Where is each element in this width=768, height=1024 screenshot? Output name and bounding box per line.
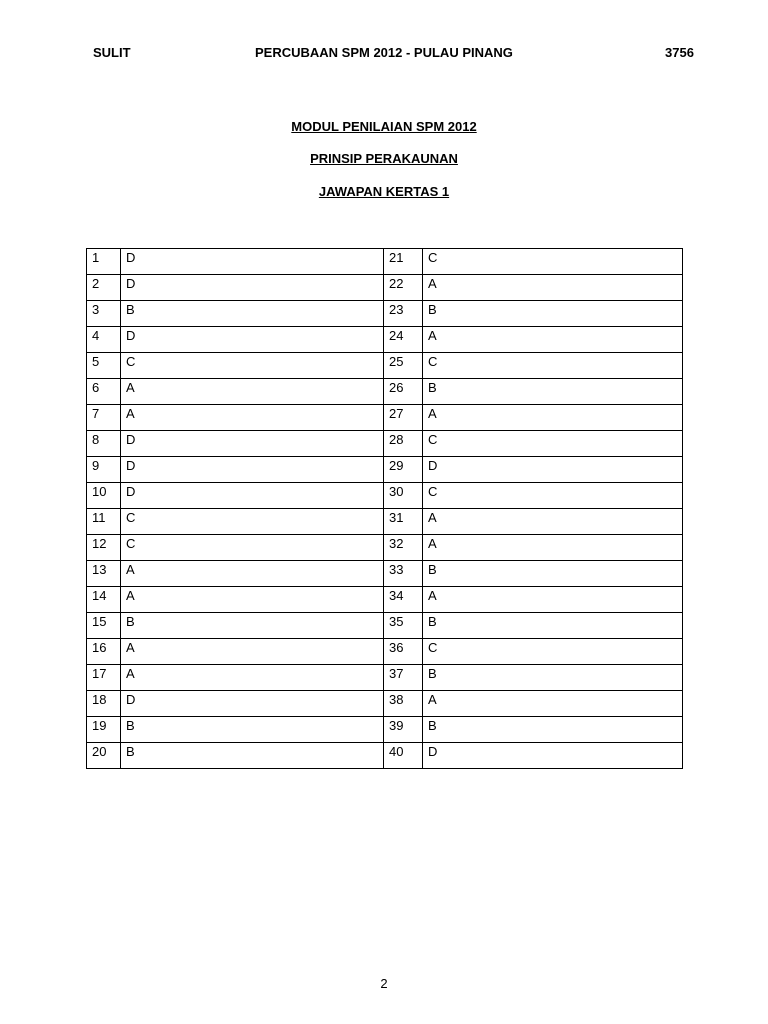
question-number-cell: 10 [87, 483, 121, 509]
question-number-cell: 23 [384, 301, 423, 327]
table-row [87, 665, 683, 691]
answer-key-title: JAWAPAN KERTAS 1 [318, 184, 450, 199]
answer-cell: C [423, 431, 683, 457]
answer-cell: A [121, 405, 384, 431]
question-number-cell: 21 [384, 249, 423, 275]
table-row [87, 717, 683, 743]
question-number-cell: 9 [87, 457, 121, 483]
question-number-cell: 6 [87, 379, 121, 405]
question-number-cell: 5 [87, 353, 121, 379]
table-row [87, 301, 683, 327]
table-row [87, 483, 683, 509]
answer-cell: A [423, 691, 683, 717]
question-number-cell: 12 [87, 535, 121, 561]
question-number-cell: 27 [384, 405, 423, 431]
question-number-cell: 1 [87, 249, 121, 275]
answer-cell: A [121, 639, 384, 665]
question-number-cell: 24 [384, 327, 423, 353]
table-row [87, 561, 683, 587]
table-row [87, 509, 683, 535]
answer-cell: A [423, 587, 683, 613]
question-number-cell: 28 [384, 431, 423, 457]
answer-cell: A [423, 509, 683, 535]
answer-cell: D [423, 457, 683, 483]
answer-cell: B [121, 613, 384, 639]
answer-cell: A [121, 587, 384, 613]
answer-cell: D [121, 431, 384, 457]
question-number-cell: 20 [87, 743, 121, 769]
table-row [87, 613, 683, 639]
question-number-cell: 11 [87, 509, 121, 535]
table-row [87, 535, 683, 561]
header-exam-title: PERCUBAAN SPM 2012 - PULAU PINANG [255, 45, 513, 60]
answer-cell: D [121, 249, 384, 275]
answer-cell: B [121, 743, 384, 769]
document-title: MODUL PENILAIAN SPM 2012 [291, 119, 477, 134]
question-number-cell: 29 [384, 457, 423, 483]
question-number-cell: 2 [87, 275, 121, 301]
answer-cell: D [121, 275, 384, 301]
answer-cell: B [423, 561, 683, 587]
answer-cell: A [423, 405, 683, 431]
question-number-cell: 3 [87, 301, 121, 327]
table-row [87, 431, 683, 457]
question-number-cell: 4 [87, 327, 121, 353]
answer-cell: C [121, 535, 384, 561]
question-number-cell: 36 [384, 639, 423, 665]
question-number-cell: 37 [384, 665, 423, 691]
table-row [87, 457, 683, 483]
table-row [87, 379, 683, 405]
header-classification: SULIT [93, 45, 131, 60]
answer-cell: A [423, 275, 683, 301]
table-row [87, 691, 683, 717]
question-number-cell: 32 [384, 535, 423, 561]
answer-cell: A [121, 561, 384, 587]
answer-cell: D [121, 457, 384, 483]
table-row [87, 587, 683, 613]
answer-cell: A [423, 535, 683, 561]
answer-cell: C [121, 353, 384, 379]
question-number-cell: 39 [384, 717, 423, 743]
question-number-cell: 31 [384, 509, 423, 535]
question-number-cell: 17 [87, 665, 121, 691]
answer-cell: B [423, 379, 683, 405]
table-row [87, 249, 683, 275]
answer-cell: B [121, 717, 384, 743]
question-number-cell: 26 [384, 379, 423, 405]
answer-cell: D [121, 483, 384, 509]
question-number-cell: 22 [384, 275, 423, 301]
header-paper-code: 3756 [665, 45, 694, 60]
answer-cell: B [423, 665, 683, 691]
question-number-cell: 7 [87, 405, 121, 431]
page-number: 2 [380, 976, 388, 991]
table-row [87, 639, 683, 665]
question-number-cell: 30 [384, 483, 423, 509]
subject-title: PRINSIP PERAKAUNAN [310, 151, 458, 166]
answer-cell: B [121, 301, 384, 327]
question-number-cell: 19 [87, 717, 121, 743]
question-number-cell: 40 [384, 743, 423, 769]
answer-cell: A [121, 665, 384, 691]
page-header [0, 45, 768, 63]
question-number-cell: 13 [87, 561, 121, 587]
answer-cell: D [121, 691, 384, 717]
answer-cell: B [423, 301, 683, 327]
table-row [87, 743, 683, 769]
answer-cell: C [423, 249, 683, 275]
table-row [87, 353, 683, 379]
question-number-cell: 33 [384, 561, 423, 587]
question-number-cell: 14 [87, 587, 121, 613]
answer-cell: D [121, 327, 384, 353]
answer-cell: B [423, 613, 683, 639]
question-number-cell: 35 [384, 613, 423, 639]
table-row [87, 275, 683, 301]
answer-key-body [87, 249, 683, 769]
question-number-cell: 15 [87, 613, 121, 639]
answer-cell: C [121, 509, 384, 535]
table-row [87, 405, 683, 431]
answer-cell: C [423, 483, 683, 509]
answer-cell: B [423, 717, 683, 743]
question-number-cell: 25 [384, 353, 423, 379]
question-number-cell: 8 [87, 431, 121, 457]
answer-cell: C [423, 353, 683, 379]
question-number-cell: 18 [87, 691, 121, 717]
answer-cell: C [423, 639, 683, 665]
question-number-cell: 38 [384, 691, 423, 717]
question-number-cell: 34 [384, 587, 423, 613]
answer-cell: A [423, 327, 683, 353]
question-number-cell: 16 [87, 639, 121, 665]
table-row [87, 327, 683, 353]
answer-cell: D [423, 743, 683, 769]
answer-key-table [86, 248, 683, 769]
answer-cell: A [121, 379, 384, 405]
